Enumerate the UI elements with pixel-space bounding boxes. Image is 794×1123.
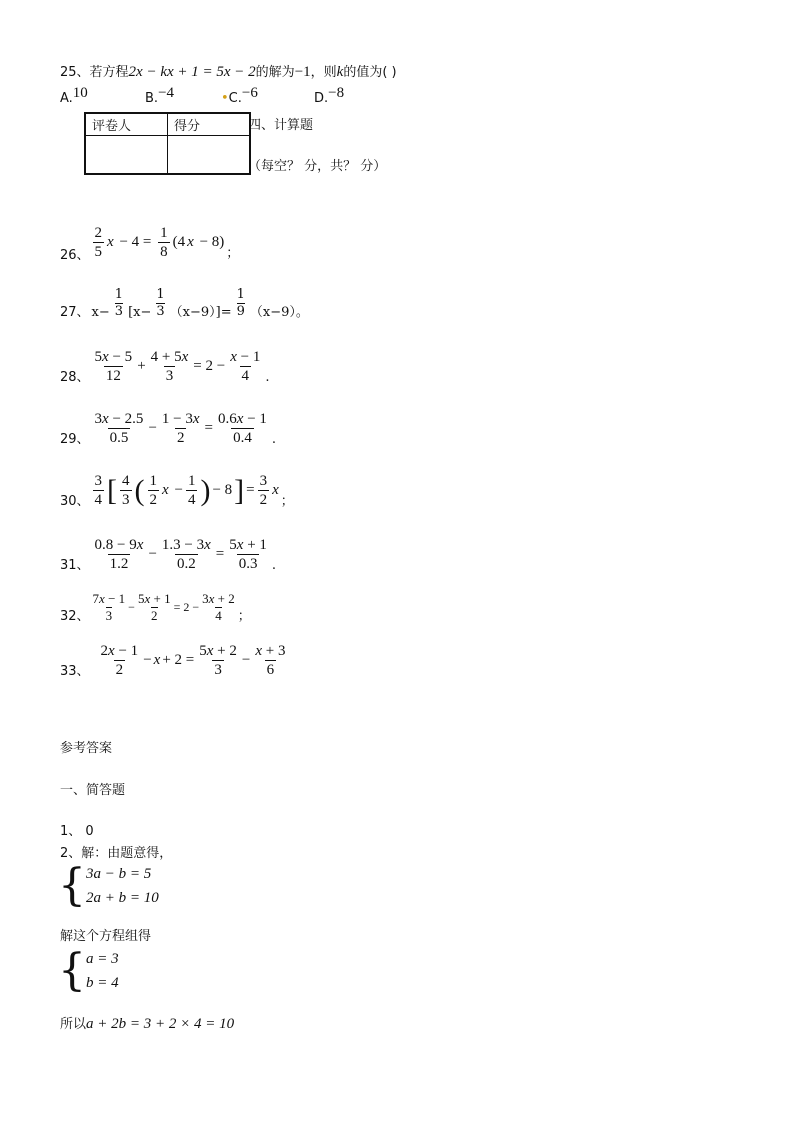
problem-33: 33、 $\frac{2x - 1}{2}$ − x + 2 = $\frac{5x + 2}{3}$ − $\frac{x + 3}{6}$ (60, 643, 286, 679)
problem-28: 28、 $\frac{5x - 5}{12}$ + $\frac{4 + 5x}{3}$ = 2 − $\frac{x - 1}{4}$ . (60, 349, 270, 385)
q25-equation: 2x − kx + 1 = 5x − 2 (128, 64, 256, 80)
q25-option-d: D.−8 (314, 85, 345, 106)
q25-option-a: A.10 (60, 85, 88, 106)
q25-prefix: 25、若方程 (60, 65, 129, 80)
q25-middle: 的解为 (255, 65, 295, 80)
section-4-title: 四、计算题 (248, 118, 314, 133)
grade-cell-grader (85, 136, 168, 174)
answer-2-intro: 2、解：由题意得， (60, 846, 173, 861)
grade-table (84, 112, 251, 175)
problem-27: 27、 x− $\frac{1}{3}$ [x− $\frac{1}{3}$ （x−9）]= $\frac{1}{9}$ （x−9）。 (60, 287, 309, 320)
left-brace-icon: { (58, 945, 86, 996)
left-brace-icon: { (58, 860, 86, 911)
answer-2-solve: 解这个方程组得 (60, 929, 152, 944)
answer-1: 1、 0 (60, 824, 94, 839)
q25-suffix1: ，则 (310, 65, 337, 80)
solution-a: a = 3 (86, 951, 119, 967)
system-eq-2: 2a + b = 10 (86, 890, 159, 906)
problem-32: 32、 $\frac{7x - 1}{3}$ − $\frac{5x + 1}{2}$ = 2 − $\frac{3x + 2}{4}$ ； (60, 591, 251, 624)
grade-header-score: 得分 (168, 113, 251, 136)
q25-suffix2: 的值为( ) (343, 65, 397, 80)
problem-31: 31、 $\frac{0.8 - 9x}{1.2}$ − $\frac{1.3 - 3x}{0.2}$ = $\frac{5x + 1}{0.3}$ . (60, 537, 277, 573)
section-4-note: （每空？ 分，共？ 分） (248, 159, 387, 174)
problem-30: 30、 $\frac{3}{4}$ [ $\frac{4}{3}$ ( $\frac{1}{2}$ x − $\frac{1}{4}$ ) − 8 ] = $\frac{3}{2}$ x ； (60, 473, 294, 509)
answer-2-solution (58, 947, 119, 995)
q25-root: −1 (294, 64, 311, 80)
q25-k: k (336, 64, 344, 80)
question-25 (60, 61, 397, 81)
q25-option-c: •C.−6 (221, 85, 258, 106)
answer-2-system (58, 862, 159, 910)
q25-option-b: B.−4 (145, 85, 175, 106)
problem-29: 29、 $\frac{3x - 2.5}{0.5}$ − $\frac{1 - 3x}{2}$ = $\frac{0.6x - 1}{0.4}$ . (60, 411, 277, 447)
grade-header-grader: 评卷人 (85, 113, 168, 136)
problem-26: 26、 $\frac{2}{5}$ x − 4 = $\frac{1}{8}$ (4 x − 8) ； (60, 225, 240, 263)
answers-title: 参考答案 (60, 741, 113, 756)
marker-dot-icon: • (221, 91, 229, 106)
answers-section-1: 一、简答题 (60, 783, 126, 798)
grade-cell-score (168, 136, 251, 174)
solution-b: b = 4 (86, 975, 119, 991)
answer-2-final: 所以a + 2b = 3 + 2 × 4 = 10 (60, 1016, 235, 1032)
system-eq-1: 3a − b = 5 (86, 866, 152, 882)
